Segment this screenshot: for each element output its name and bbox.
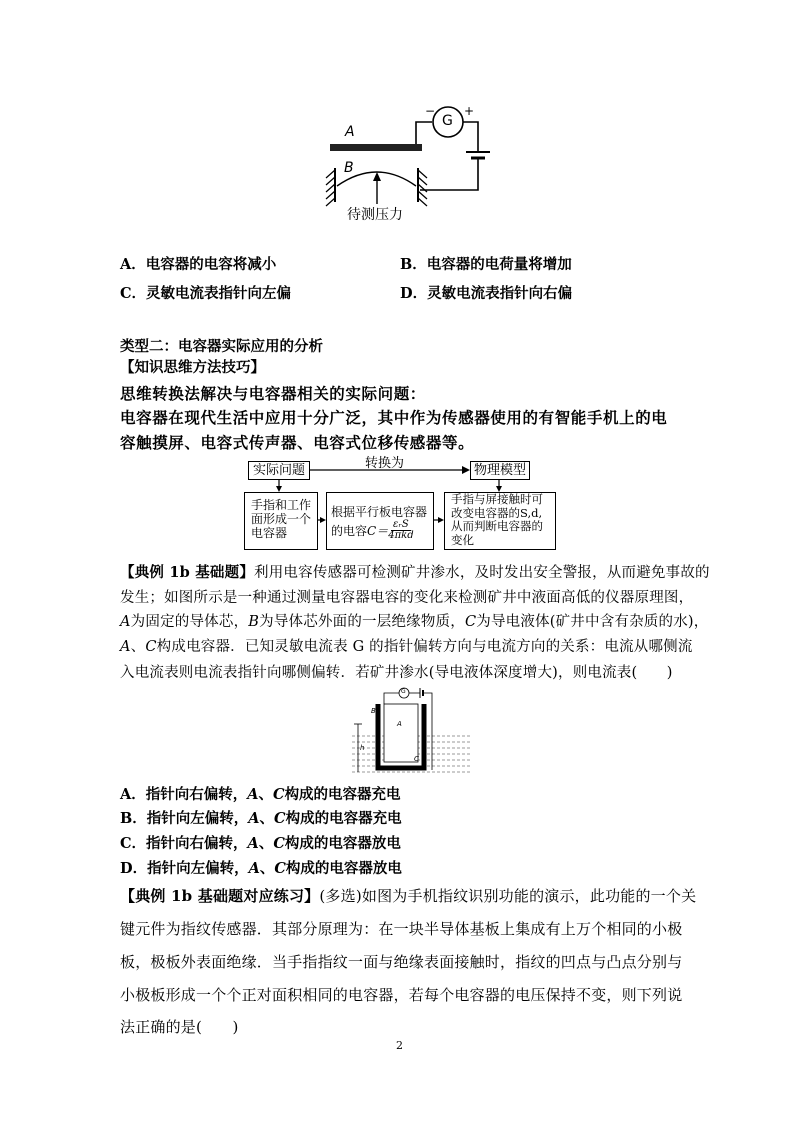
fig2-g-label: G <box>401 688 406 695</box>
var-a2: A <box>120 639 131 655</box>
flow-right-line-2: 改变电容器的S,d, <box>451 505 543 520</box>
flow-left-line-2: 面形成一个 <box>251 512 312 526</box>
example2-line-4: 小极板形成一个个正对面积相同的电容器，若每个电容器的电压保持不变，则下列说 <box>120 986 683 1004</box>
example1-tag: 【典例 1b 基础题】 <box>120 564 255 581</box>
flow-mid-line-1: 根据平行板电容器 <box>331 505 428 519</box>
example1-option-a: A．指针向右偏转，A、C构成的电容器充电 <box>120 786 401 803</box>
formula-lhs: C＝ <box>367 523 389 538</box>
example1-line-2: 发生；如图所示是一种通过测量电容器电容的变化来检测矿井中液面高低的仪器原理图， <box>120 590 694 606</box>
example1-option-b: B．指针向左偏转，A、C构成的电容器充电 <box>120 810 402 827</box>
example2-text-1: (多选)如图为手机指纹识别功能的演示，此功能的一个关 <box>319 887 697 905</box>
prev-option-c: C．灵敏电流表指针向左偏 <box>120 285 292 302</box>
example1-text-3d: 为导体芯外面的一层绝缘物质， <box>259 614 465 630</box>
section-heading: 类型二：电容器实际应用的分析 <box>120 338 323 355</box>
flow-left-line-1: 手指和工作 <box>251 498 312 512</box>
example2-line-3: 板，极板外表面绝缘．当手指指纹一面与绝缘表面接触时，指纹的凹点与凸点分别与 <box>120 953 683 971</box>
flow-right-line-3: 从而判断电容器的 <box>451 519 543 533</box>
page-number: 2 <box>396 1039 403 1052</box>
example1-option-c: C．指针向右偏转，A、C构成的电容器放电 <box>120 835 401 852</box>
pressure-caption: 待测压力 <box>347 207 403 223</box>
galvanometer-minus: − <box>425 104 436 118</box>
tip-line-1: 思维转换法解决与电容器相关的实际问题： <box>120 384 426 403</box>
example1-option-d: D．指针向左偏转，A、C构成的电容器放电 <box>120 860 402 877</box>
example1-text-4d: 构成电容器．已知灵敏电流表 G 的指针偏转方向与电流方向的关系：电流从哪侧流 <box>156 639 693 655</box>
prev-option-a: A．电容器的电容将减小 <box>120 256 277 273</box>
var-c: C <box>464 614 477 630</box>
flow-model-text: 物理模型 <box>473 463 526 478</box>
flow-actual-text: 实际问题 <box>252 463 305 478</box>
label-membrane-b: B <box>344 160 354 176</box>
flow-right-line-4: 变化 <box>451 532 474 547</box>
tip-title: 【知识思维方法技巧】 <box>120 359 265 376</box>
example2-line-1 <box>120 885 696 906</box>
formula-numerator: εᵣS <box>393 519 409 530</box>
example2-line-2: 键元件为指纹传感器．其部分原理为：在一块半导体基板上集成有上万个相同的小极 <box>120 920 683 938</box>
galvanometer-label: G <box>442 113 453 129</box>
flow-left-line-3: 电容器 <box>251 526 288 540</box>
prev-option-d: D．灵敏电流表指针向右偏 <box>400 285 573 302</box>
fig2-c-label: C <box>414 755 419 763</box>
flow-mid-line-2: 的电容 <box>331 523 368 538</box>
tip-line-2: 电容器在现代生活中应用十分广泛，其中作为传感器使用的有智能手机上的电 <box>120 408 668 427</box>
var-b: B <box>248 614 260 630</box>
example1-text-3f: 为导电液体(矿井中含有杂质的水)， <box>476 614 709 630</box>
label-plate-a: A <box>345 124 355 140</box>
flow-right-line-1: 手指与屏接触时可 <box>451 492 543 506</box>
var-a: A <box>120 614 131 630</box>
fig2-a-label: A <box>397 720 402 728</box>
example1-text-1: 利用电容传感器可检测矿井渗水，及时发出安全警报，从而避免事故的 <box>254 565 710 581</box>
fig2-h-label: h <box>360 744 365 752</box>
example2-line-5: 法正确的是( ) <box>120 1018 239 1036</box>
galvanometer-plus: + <box>464 104 475 118</box>
example1-text-4b: 、 <box>130 639 146 655</box>
prev-option-b: B．电容器的电荷量将增加 <box>400 256 572 273</box>
example1-line-5: 入电流表则电流表指针向哪侧偏转．若矿井渗水(导电液体深度增大)，则电流表( ) <box>120 665 673 681</box>
fig2-b-label: B <box>371 707 376 715</box>
formula-denominator: 4πkd <box>388 530 414 541</box>
tip-line-3: 容触摸屏、电容式传声器、电容式位移传感器等。 <box>120 433 475 452</box>
var-c2: C <box>145 639 157 655</box>
example1-text-3b: 为固定的导体芯， <box>130 614 249 630</box>
example2-tag: 【典例 1b 基础题对应练习】 <box>120 887 320 905</box>
flow-arrow-label: 转换为 <box>365 456 405 471</box>
